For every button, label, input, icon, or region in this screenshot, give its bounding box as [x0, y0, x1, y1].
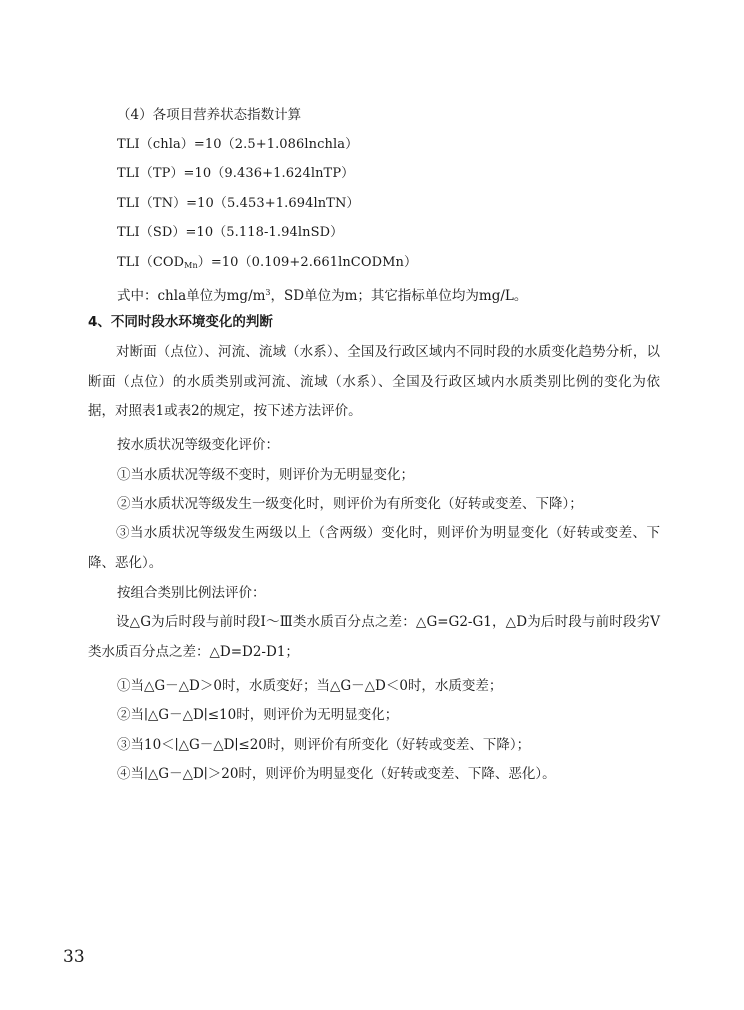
- ratio-rule-3: ③当10＜∣△G－△D∣≤20时，则评价有所变化（好转或变差、下降）；: [117, 737, 531, 753]
- paragraph-trend-analysis: 对断面（点位）、河流、流域（水系）、全国及行政区域内不同时段的水质变化趋势分析，以断面（点位）的水质类别或河流、流域（水系）、全国及行政区域内水质类别比例的变化为依据，对照表1或表2的规定，按下述方法评价。: [88, 344, 660, 419]
- units-note-suffix: ，SD单位为m；其它指标单位均为mg/L。: [270, 288, 528, 304]
- ratio-rule-2: ②当∣△G－△D∣≤10时，则评价为无明显变化；: [117, 707, 399, 723]
- formula-tli-tp: TLI（TP）=10（9.436+1.624lnTP）: [117, 166, 355, 181]
- page-number: 33: [63, 947, 85, 967]
- grade-rule-1: ①当水质状况等级不变时，则评价为无明显变化；: [117, 467, 414, 483]
- formula-tli-chla: TLI（chla）=10（2.5+1.086lnchla）: [117, 137, 359, 152]
- ratio-rule-1: ①当△G－△D＞0时，水质变好；当△G－△D＜0时，水质变差；: [117, 678, 503, 694]
- formula-cod-prefix: TLI（COD: [117, 255, 185, 270]
- formula-tli-tn: TLI（TN）=10（5.453+1.694lnTN）: [117, 196, 360, 211]
- grade-rule-2: ②当水质状况等级发生一级变化时，则评价为有所变化（好转或变差、下降）；: [117, 496, 583, 512]
- ratio-rule-4: ④当∣△G－△D∣＞20时，则评价为明显变化（好转或变差、下降、恶化）。: [117, 766, 556, 782]
- units-note: [117, 284, 527, 305]
- section-heading-4: 4、不同时段水环境变化的判断: [88, 314, 273, 330]
- formula-tli-cod: [117, 254, 417, 275]
- grade-change-title: 按水质状况等级变化评价：: [117, 437, 279, 453]
- formula-tli-sd: TLI（SD）=10（5.118-1.94lnSD）: [117, 225, 344, 240]
- formula-cod-suffix: ）=10（0.109+2.661lnCODMn）: [197, 255, 418, 270]
- subsection-title: （4）各项目营养状态指数计算: [117, 107, 302, 123]
- formula-cod-subscript: Mn: [184, 261, 198, 270]
- ratio-method-title: 按组合类别比例法评价：: [117, 585, 266, 601]
- grade-rule-3: ③当水质状况等级发生两级以上（含两级）变化时，则评价为明显变化（好转或变差、下降、恶化）。: [88, 525, 660, 571]
- units-note-superscript: 3: [265, 288, 271, 297]
- ratio-definition: 设△G为后时段与前时段Ⅰ～Ⅲ类水质百分点之差：△G=G2-G1，△D为后时段与前时段劣Ⅴ类水质百分点之差：△D=D2-D1；: [88, 614, 660, 660]
- units-note-prefix: 式中：chla单位为mg/m: [117, 288, 266, 304]
